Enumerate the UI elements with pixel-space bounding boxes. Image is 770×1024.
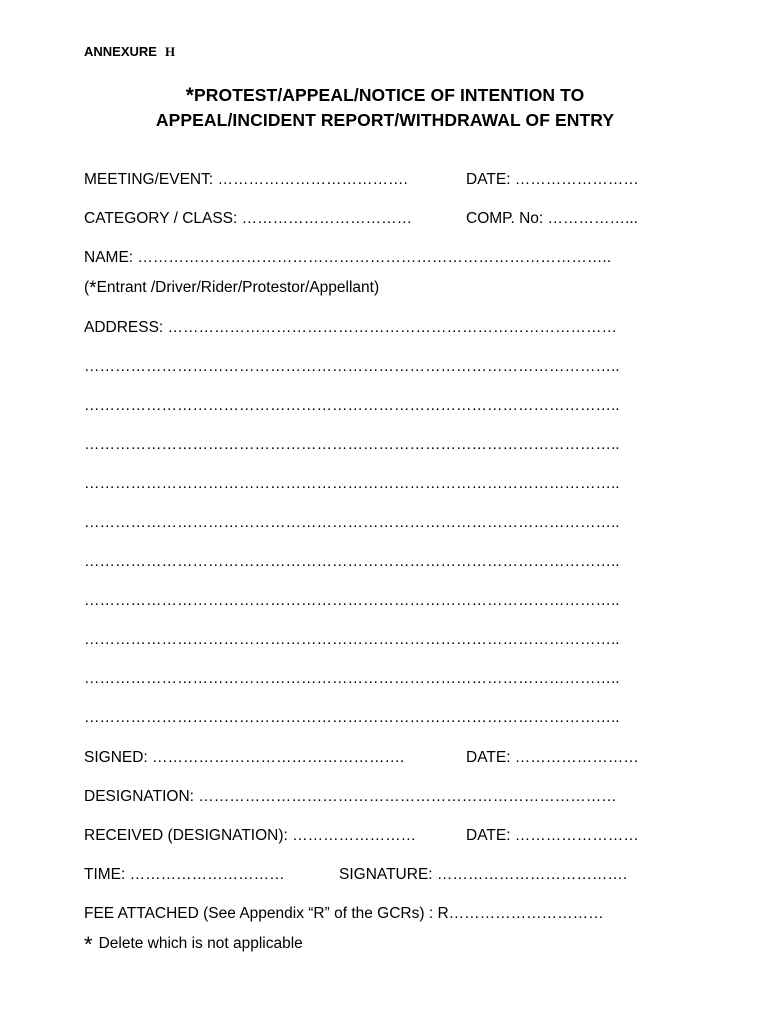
address-line-2[interactable]: ………………………………………………………………………………………….. (84, 397, 620, 414)
comp-no-field[interactable]: COMP. No: ……………... (466, 210, 638, 227)
date-field-2[interactable]: DATE: …………………… (466, 749, 639, 766)
title-line-1: PROTEST/APPEAL/NOTICE OF INTENTION TO (193, 85, 585, 105)
form-title-line-1 (0, 84, 770, 108)
signature-field[interactable]: SIGNATURE: ………………………………. (339, 866, 628, 883)
date-field-1[interactable]: DATE: …………………… (466, 171, 639, 188)
address-line-9[interactable]: ………………………………………………………………………………………….. (84, 670, 620, 687)
address-line-7[interactable]: ………………………………………………………………………………………….. (84, 592, 620, 609)
entrant-asterisk: * (89, 278, 97, 299)
entrant-open-paren: ( (84, 279, 90, 296)
footnote-text: Delete which is not applicable (98, 935, 303, 952)
address-line-4[interactable]: ………………………………………………………………………………………….. (84, 475, 620, 492)
address-line-3[interactable]: ………………………………………………………………………………………….. (84, 436, 620, 453)
fee-attached-field[interactable]: FEE ATTACHED (See Appendix “R” of the GCRs) : R………………………… (84, 905, 604, 922)
address-line-5[interactable]: ………………………………………………………………………………………….. (84, 514, 620, 531)
footnote-asterisk: * (84, 932, 93, 957)
annexure-heading (84, 44, 175, 60)
annexure-letter: H (164, 44, 176, 59)
address-field[interactable]: ADDRESS: …………………………………………………………………………… (84, 319, 618, 336)
signed-field[interactable]: SIGNED: …………………………………………. (84, 749, 405, 766)
category-class-field[interactable]: CATEGORY / CLASS: …………………………… (84, 210, 413, 227)
address-line-8[interactable]: ………………………………………………………………………………………….. (84, 631, 620, 648)
annexure-label: ANNEXURE (84, 44, 157, 59)
entrant-role-text: Entrant /Driver/Rider/Protestor/Appellant) (96, 279, 380, 296)
time-field[interactable]: TIME: ………………………… (84, 866, 285, 883)
address-line-6[interactable]: ………………………………………………………………………………………….. (84, 553, 620, 570)
received-designation-field[interactable]: RECEIVED (DESIGNATION): …………………… (84, 827, 417, 844)
title-asterisk: * (185, 84, 194, 107)
footnote (84, 932, 303, 958)
name-field[interactable]: NAME: ……………………………………………………………………………….. (84, 249, 612, 266)
designation-field[interactable]: DESIGNATION: ……………………………………………………………………… (84, 788, 617, 805)
meeting-event-field[interactable]: MEETING/EVENT: ………………………………. (84, 171, 408, 188)
address-line-1[interactable]: ………………………………………………………………………………………….. (84, 358, 620, 375)
form-title-line-2 (0, 110, 770, 131)
title-line-2: APPEAL/INCIDENT REPORT/WITHDRAWAL OF ENTRY (155, 110, 615, 130)
entrant-role-note (84, 278, 379, 300)
date-field-3[interactable]: DATE: …………………… (466, 827, 639, 844)
address-line-10[interactable]: ………………………………………………………………………………………….. (84, 709, 620, 726)
